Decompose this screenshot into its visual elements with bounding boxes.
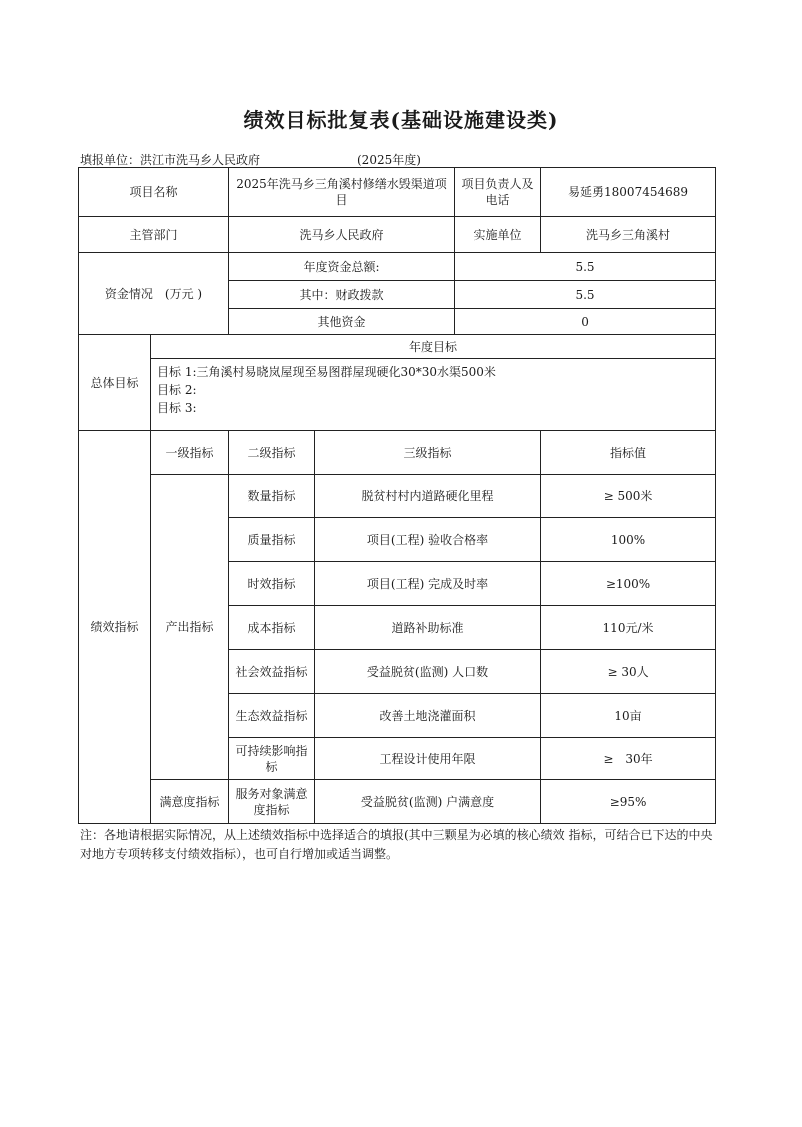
indicator-level3: 受益脱贫(监测) 人口数 [315, 650, 541, 694]
fiscal-year: (2025年度) [357, 153, 421, 167]
indicator-value: ≥ 30年 [541, 738, 716, 780]
goals-header: 年度目标 [151, 335, 716, 359]
funds-other-label: 其他资金 [229, 309, 455, 335]
funds-other-value: 0 [455, 309, 716, 335]
goals-label: 总体目标 [79, 335, 151, 431]
project-name-row [79, 168, 716, 217]
indicator-level2: 可持续影响指标 [229, 738, 315, 780]
filing-unit: 填报单位：洪江市洗马乡人民政府 [80, 153, 261, 167]
indicator-level2: 成本指标 [229, 606, 315, 650]
project-name-label: 项目名称 [79, 168, 229, 217]
project-owner-label: 项目负责人及电话 [455, 168, 541, 217]
funds-row-total [79, 253, 716, 281]
indicator-level3: 工程设计使用年限 [315, 738, 541, 780]
satisfaction-indicator-label: 满意度指标 [151, 780, 229, 824]
indicator-level2: 质量指标 [229, 518, 315, 562]
indicator-value: 110元/米 [541, 606, 716, 650]
goal-item-1: 目标 1:三角溪村易晓岚屋现至易图群屋现硬化30*30水渠500米 [157, 365, 496, 379]
goals-header-row [79, 335, 716, 359]
header-level1: 一级指标 [151, 431, 229, 475]
header-level2: 二级指标 [229, 431, 315, 475]
indicator-level2: 时效指标 [229, 562, 315, 606]
goal-item-2: 目标 2: [157, 383, 197, 397]
footnote: 注：各地请根据实际情况，从上述绩效指标中选择适合的填报(其中三颗星为必填的核心绩效 指标，可结合已下达的中央对地方专项转移支付绩效指标），也可自行增加或适当调整。 [80, 828, 713, 861]
funds-label: 资金情况 (万元 ) [79, 253, 229, 335]
indicator-value: ≥ 30人 [541, 650, 716, 694]
dept-label: 主管部门 [79, 217, 229, 253]
indicator-level2: 数量指标 [229, 475, 315, 518]
indicator-level3: 脱贫村村内道路硬化里程 [315, 475, 541, 518]
funds-total-label: 年度资金总额: [229, 253, 455, 281]
indicator-header-row [79, 431, 716, 475]
page-title: 绩效目标批复表(基础设施建设类) [243, 108, 559, 132]
indicator-level3: 道路补助标准 [315, 606, 541, 650]
indicator-value: 100% [541, 518, 716, 562]
project-name-value: 2025年洗马乡三角溪村修缮水毁渠道项目 [229, 168, 455, 217]
funds-fiscal-label: 其中：财政拨款 [229, 281, 455, 309]
header-value: 指标值 [541, 431, 716, 475]
funds-total-value: 5.5 [455, 253, 716, 281]
header-level3: 三级指标 [315, 431, 541, 475]
indicator-level3: 项目(工程) 验收合格率 [315, 518, 541, 562]
table-row [79, 780, 716, 824]
indicator-level2: 生态效益指标 [229, 694, 315, 738]
indicator-value: ≥ 500米 [541, 475, 716, 518]
department-row [79, 217, 716, 253]
indicator-value: ≥100% [541, 562, 716, 606]
goal-item-3: 目标 3: [157, 401, 197, 415]
goals-list [151, 359, 716, 431]
indicator-level3: 改善土地浇灌面积 [315, 694, 541, 738]
indicator-value: ≥95% [541, 780, 716, 824]
indicator-value: 10亩 [541, 694, 716, 738]
project-owner-value: 易延勇18007454689 [541, 168, 716, 217]
indicator-level2: 社会效益指标 [229, 650, 315, 694]
dept-value: 洗马乡人民政府 [229, 217, 455, 253]
indicator-level2: 服务对象满意度指标 [229, 780, 315, 824]
performance-table [78, 167, 716, 824]
table-row [79, 475, 716, 518]
impl-value: 洗马乡三角溪村 [541, 217, 716, 253]
output-indicator-label: 产出指标 [151, 475, 229, 780]
funds-fiscal-value: 5.5 [455, 281, 716, 309]
impl-label: 实施单位 [455, 217, 541, 253]
indicator-level3: 项目(工程) 完成及时率 [315, 562, 541, 606]
indicator-level3: 受益脱贫(监测) 户满意度 [315, 780, 541, 824]
indicators-label: 绩效指标 [79, 431, 151, 824]
goals-content-row [79, 359, 716, 431]
